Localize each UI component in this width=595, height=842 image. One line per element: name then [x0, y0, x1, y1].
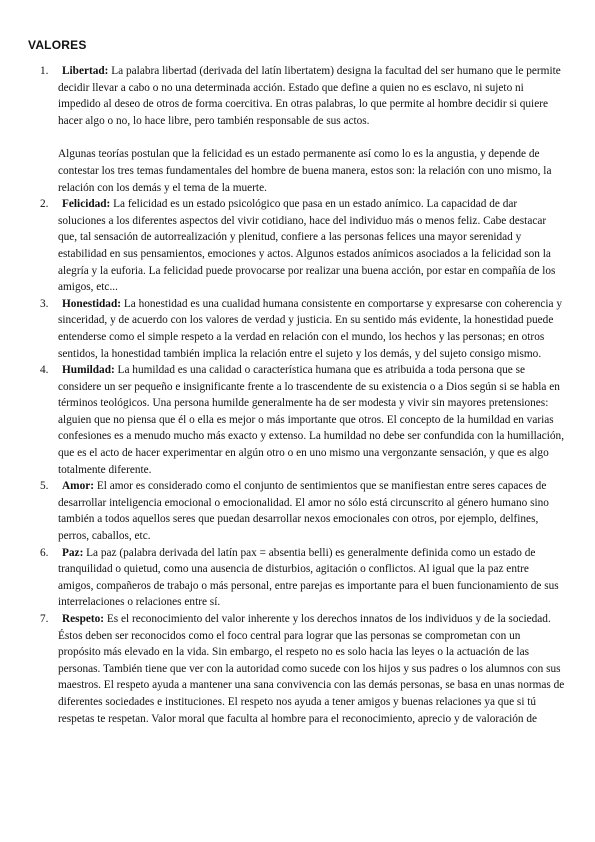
list-item-felicidad — [28, 196, 565, 296]
list-item-libertad — [28, 63, 565, 196]
item-term: Amor: — [62, 480, 94, 493]
list-item-respeto — [28, 611, 565, 727]
list-item-honestidad — [28, 296, 565, 362]
item-term: Respeto: — [62, 613, 105, 625]
item-term: Honestidad: — [62, 297, 122, 310]
item-text: Es el reconocimiento del valor inherente y los derechos innatos de los individuos y de la sociedad. Éstos deben ser reconocidos como el foco central para lograr que las personas se comprometan con un propósito más elevado en la vida. Sin embargo, el respeto no es solo hacia las leyes o la actuación de las personas. También tiene que ver con la autoridad como sucede con los hijos y sus padres o los alumnos con sus maestros. El respeto ayuda a mantener una sana convivencia con las demás personas, se basa en unas normas de diferentes sociedades e instituciones. El respeto nos ayuda a tener amigos y buenas relaciones ya que si tú respetas te respetan. Valor moral que faculta al hombre para el reconocimiento, aprecio y de valoración de — [58, 613, 565, 725]
item-text: La felicidad es un estado psicológico que pasa en un estado anímico. La capacidad de dar soluciones a los diferentes aspectos del vivir cotidiano, hace del individuo más o menos feliz. Cabe destacar que, tal sensación de autorrealización y plenitud, confiere a las personas felices una mayor serenidad y estabilidad en sus pensamientos, emociones y actos. Algunos estados anímicos asociados a la felicidad son la alegría y la euforia. La felicidad puede provocarse por realizar una buena acción, por estar en compañía de los amigos, etc... — [58, 198, 556, 294]
item-number: 3. — [40, 297, 49, 310]
item-text: La paz (palabra derivada del latín pax = absentia belli) es generalmente definida como un estado de tranquilidad o quietud, como una ausencia de disturbios, agitación o conflictos. Al igual que la paz entre amigos, compañeros de trabajo o más personal, entre parejas es importante para el buen funcionamiento de sus interrelaciones o relaciones entre sí. — [58, 546, 559, 609]
item-term: Paz: — [62, 546, 84, 559]
item-extra-paragraph: Algunas teorías postulan que la felicidad es un estado permanente así como lo es la angustia, y depende de contestar los tres temas fundamentales del hombre de buena manera, estos son: la relación con uno mismo, la relación con los demás y el tema de la muerte. — [58, 148, 552, 194]
item-number: 5. — [40, 480, 49, 493]
item-number: 6. — [40, 546, 49, 559]
list-item-paz — [28, 545, 565, 611]
item-text: La honestidad es una cualidad humana consistente en comportarse y expresarse con coherencia y sinceridad, y de acuerdo con los valores de verdad y justicia. En su sentido más evidente, la honestidad puede entenderse como el simple respeto a la verdad en relación con el mundo, los hechos y las personas; en otros sentidos, la honestidad también implica la relación entre el sujeto y los demás, y del sujeto consigo mismo. — [58, 297, 563, 360]
item-number: 7. — [40, 613, 49, 625]
item-number: 4. — [40, 364, 49, 377]
item-term: Libertad: — [62, 65, 109, 77]
item-text: La palabra libertad (derivada del latín libertatem) designa la facultad del ser humano que le permite decidir llevar a cabo o no una determinada acción. Estado que define a quien no es esclavo, ni sujeto ni impedido al deseo de otros de forma coercitiva. En otras palabras, lo que permite al hombre decidir si quiere hacer algo o no, lo hace libre, pero también responsable de sus actos. — [58, 65, 561, 127]
item-number: 1. — [40, 65, 49, 77]
item-text: El amor es considerado como el conjunto de sentimientos que se manifiestan entre seres capaces de desarrollar inteligencia emocional o emocionalidad. El amor no sólo está circunscrito al género humano sino también a todos aquellos seres que puedan desarrollar nexos emocionales con otros, por ejemplo, delfines, perros, caballos, etc. — [58, 480, 549, 543]
item-term: Humildad: — [62, 364, 115, 377]
page-title: VALORES — [28, 38, 87, 52]
item-text: La humildad es una calidad o característica humana que es atribuida a toda persona que se considere un ser pequeño e insignificante frente a lo trascendente de su existencia o a Dios según si se habla en términos teológicos. Una persona humilde generalmente ha de ser modesta y vivir sin mayores pretensiones: alguien que no piensa que él o ella es mejor o más importante que otros. El concepto de la humildad en varias confesiones es a menudo mucho más exacto y extenso. La humildad no debe ser confundida con la humillación, que es el acto de hacer experimentar en algún otro o en uno mismo una vergonzante sensación, y que es algo totalmente diferente. — [58, 364, 565, 476]
item-term: Felicidad: — [62, 198, 111, 211]
list-item-amor — [28, 478, 565, 544]
item-number: 2. — [40, 198, 49, 211]
values-list — [28, 63, 565, 727]
list-item-humildad — [28, 362, 565, 478]
